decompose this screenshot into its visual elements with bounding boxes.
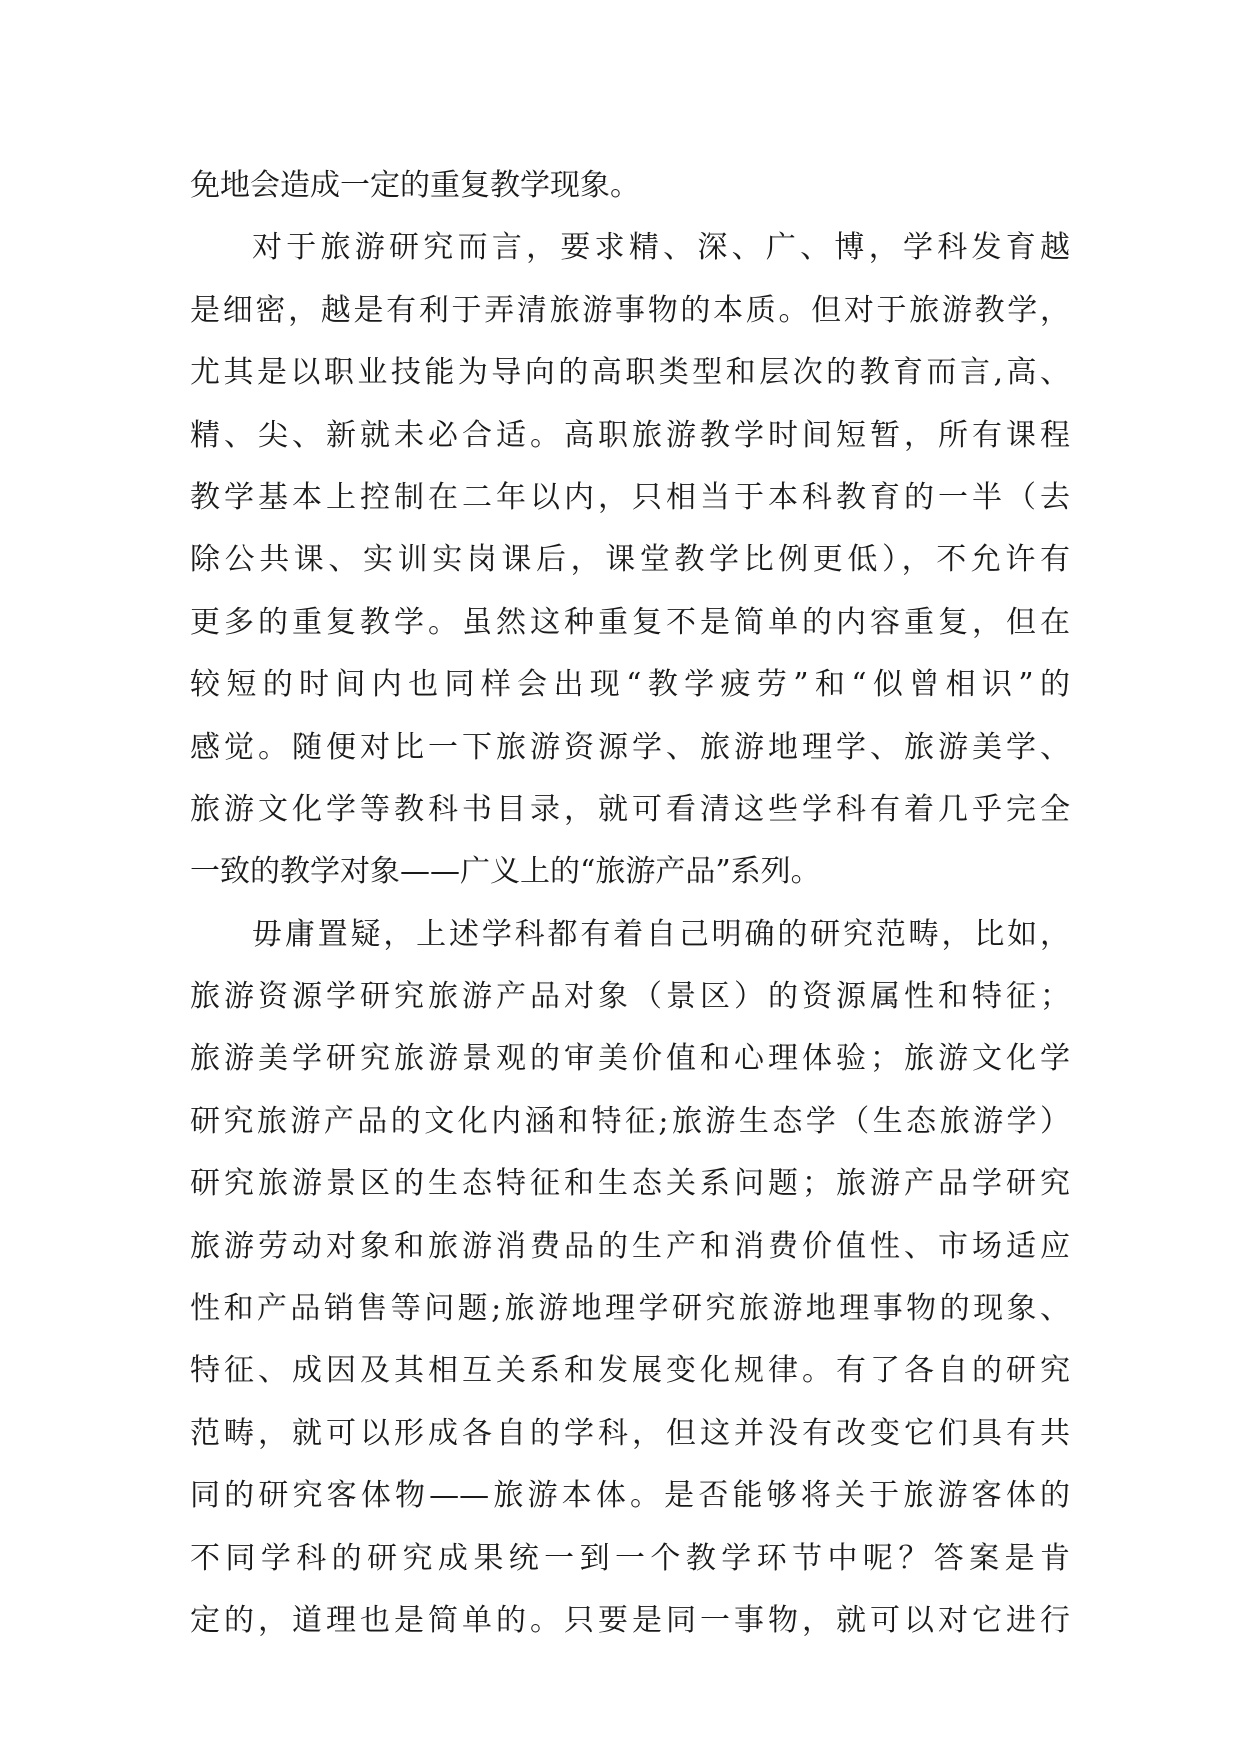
- text-line: 旅游资源学研究旅游产品对象（景区）的资源属性和特征；: [190, 979, 1070, 1015]
- text-line: 除公共课、实训实岗课后，课堂教学比例更低），不允许有: [190, 542, 1070, 578]
- text-line: 研究旅游产品的文化内涵和特征;旅游生态学（生态旅游学）: [190, 1103, 1070, 1139]
- text-line: 免地会造成一定的重复教学现象。: [190, 168, 640, 203]
- text-line: 不同学科的研究成果统一到一个教学环节中呢？答案是肯: [190, 1540, 1070, 1576]
- text-line: 感觉。随便对比一下旅游资源学、旅游地理学、旅游美学、: [190, 729, 1070, 765]
- text-line: 较短的时间内也同样会出现“教学疲劳”和“似曾相识”的: [190, 667, 1070, 703]
- text-line: 旅游文化学等教科书目录，就可看清这些学科有着几乎完全: [190, 791, 1070, 827]
- text-line: 精、尖、新就未必合适。高职旅游教学时间短暂，所有课程: [190, 417, 1070, 453]
- paragraph-start-line: 对于旅游研究而言，要求精、深、广、博，学科发育越: [252, 230, 1070, 266]
- text-line: 一致的教学对象——广义上的“旅游产品”系列。: [190, 854, 821, 890]
- text-line: 范畴，就可以形成各自的学科，但这并没有改变它们具有共: [190, 1415, 1070, 1451]
- text-line: 是细密，越是有利于弄清旅游事物的本质。但对于旅游教学，: [190, 292, 1070, 328]
- text-line: 旅游美学研究旅游景观的审美价值和心理体验；旅游文化学: [190, 1041, 1070, 1077]
- text-line: 同的研究客体物——旅游本体。是否能够将关于旅游客体的: [190, 1478, 1070, 1514]
- text-line: 教学基本上控制在二年以内，只相当于本科教育的一半（去: [190, 479, 1070, 515]
- text-line: 特征、成因及其相互关系和发展变化规律。有了各自的研究: [190, 1353, 1070, 1389]
- text-line: 尤其是以职业技能为导向的高职类型和层次的教育而言,高、: [190, 355, 1070, 391]
- paragraph-start-line: 毋庸置疑，上述学科都有着自己明确的研究范畴，比如，: [252, 916, 1070, 952]
- text-line: 更多的重复教学。虽然这种重复不是简单的内容重复，但在: [190, 604, 1070, 640]
- text-line: 研究旅游景区的生态特征和生态关系问题；旅游产品学研究: [190, 1166, 1070, 1202]
- body-text: [190, 155, 1070, 1652]
- text-line: 性和产品销售等问题;旅游地理学研究旅游地理事物的现象、: [190, 1291, 1070, 1327]
- text-line: 旅游劳动对象和旅游消费品的生产和消费价值性、市场适应: [190, 1228, 1070, 1264]
- text-line: 定的，道理也是简单的。只要是同一事物，就可以对它进行: [190, 1602, 1070, 1638]
